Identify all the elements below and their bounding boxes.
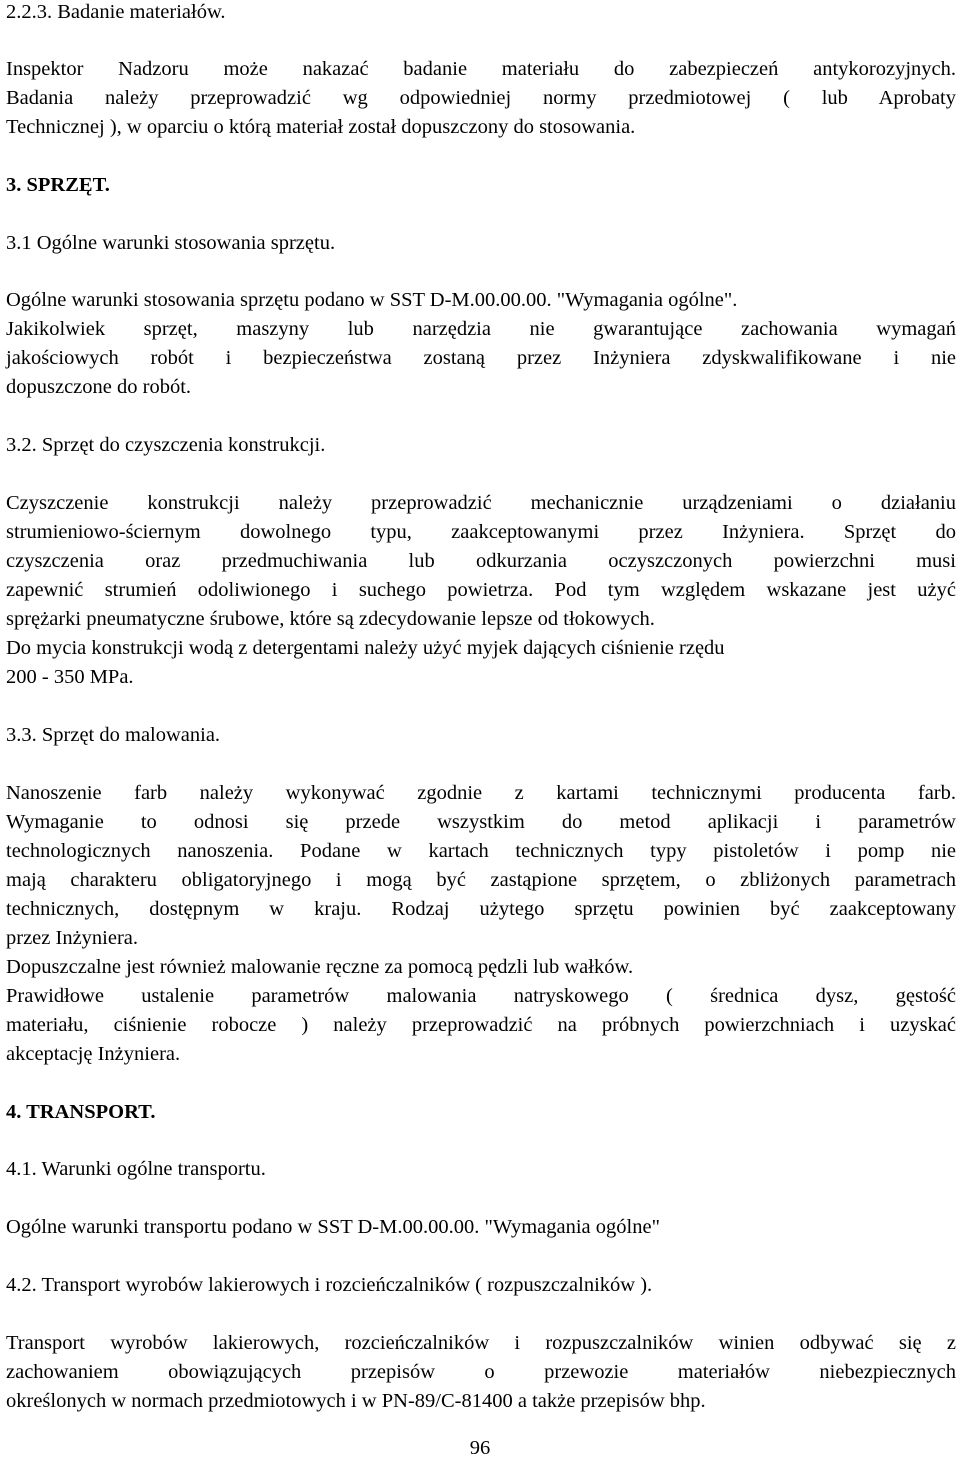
section-heading-3-2: 3.2. Sprzęt do czyszczenia konstrukcji. [6, 434, 326, 456]
section-heading-4: 4. TRANSPORT. [6, 1101, 156, 1123]
paragraph-line: akceptację Inżyniera. [6, 1043, 181, 1065]
paragraph-line: Dopuszczalne jest również malowanie ręczne za pomocą pędzli lub wałków. [6, 956, 634, 978]
section-heading-4-2: 4.2. Transport wyrobów lakierowych i rozcieńczalników ( rozpuszczalników ). [6, 1274, 653, 1296]
section-heading-3-1: 3.1 Ogólne warunki stosowania sprzętu. [6, 232, 336, 254]
paragraph-line: jakościowych robót i bezpieczeństwa zostaną przez Inżyniera zdyskwalifikowane i nie [6, 347, 956, 369]
paragraph-line: Ogólne warunki stosowania sprzętu podano w SST D-M.00.00.00. "Wymagania ogólne". [6, 289, 738, 311]
paragraph-line: technicznych, dostępnym w kraju. Rodzaj użytego sprzętu powinien być zaakceptowany [6, 898, 956, 920]
paragraph-line: Jakikolwiek sprzęt, maszyny lub narzędzia nie gwarantujące zachowania wymagań [6, 318, 956, 340]
paragraph-line: mają charakteru obligatoryjnego i mogą być zastąpione sprzętem, o zbliżonych parametrach [6, 869, 956, 891]
section-heading-4-1: 4.1. Warunki ogólne transportu. [6, 1158, 266, 1180]
paragraph-line: Nanoszenie farb należy wykonywać zgodnie z kartami technicznymi producenta farb. [6, 782, 956, 804]
paragraph-line: Inspektor Nadzoru może nakazać badanie materiału do zabezpieczeń antykorozyjnych. [6, 58, 956, 80]
paragraph-line: 200 - 350 MPa. [6, 666, 134, 688]
section-heading-2-2-3: 2.2.3. Badanie materiałów. [6, 1, 226, 23]
paragraph-line: technologicznych nanoszenia. Podane w kartach technicznych typy pistoletów i pomp nie [6, 840, 956, 862]
paragraph-line: czyszczenia oraz przedmuchiwania lub odkurzania oczyszczonych powierzchni musi [6, 550, 956, 572]
paragraph-line: strumieniowo-ściernym dowolnego typu, zaakceptowanymi przez Inżyniera. Sprzęt do [6, 521, 956, 543]
paragraph-line: Wymaganie to odnosi się przede wszystkim do metod aplikacji i parametrów [6, 811, 956, 833]
section-heading-3: 3. SPRZĘT. [6, 174, 110, 196]
paragraph-line: określonych w normach przedmiotowych i w PN-89/C-81400 a także przepisów bhp. [6, 1390, 706, 1412]
paragraph-line: materiału, ciśnienie robocze ) należy przeprowadzić na próbnych powierzchniach i uzyskać [6, 1014, 956, 1036]
paragraph-line: Do mycia konstrukcji wodą z detergentami należy użyć myjek dających ciśnienie rzędu [6, 637, 725, 659]
paragraph-line: dopuszczone do robót. [6, 376, 192, 398]
paragraph-line: zachowaniem obowiązujących przepisów o przewozie materiałów niebezpiecznych [6, 1361, 956, 1383]
paragraph-line: Badania należy przeprowadzić wg odpowiedniej normy przedmiotowej ( lub Aprobaty [6, 87, 956, 109]
paragraph-line: zapewnić strumień odoliwionego i suchego powietrza. Pod tym względem wskazane jest użyć [6, 579, 956, 601]
page-number: 96 [469, 1437, 491, 1459]
paragraph-line: Czyszczenie konstrukcji należy przeprowadzić mechanicznie urządzeniami o działaniu [6, 492, 956, 514]
paragraph-line: przez Inżyniera. [6, 927, 139, 949]
paragraph-line: sprężarki pneumatyczne śrubowe, które są zdecydowanie lepsze od tłokowych. [6, 608, 655, 630]
paragraph-line: Technicznej ), w oparciu o którą materiał został dopuszczony do stosowania. [6, 116, 636, 138]
paragraph-line: Transport wyrobów lakierowych, rozcieńczalników i rozpuszczalników winien odbywać się z [6, 1332, 956, 1354]
section-heading-3-3: 3.3. Sprzęt do malowania. [6, 724, 221, 746]
paragraph-line: Ogólne warunki transportu podano w SST D-M.00.00.00. "Wymagania ogólne" [6, 1216, 660, 1238]
paragraph-line: Prawidłowe ustalenie parametrów malowania natryskowego ( średnica dysz, gęstość [6, 985, 956, 1007]
